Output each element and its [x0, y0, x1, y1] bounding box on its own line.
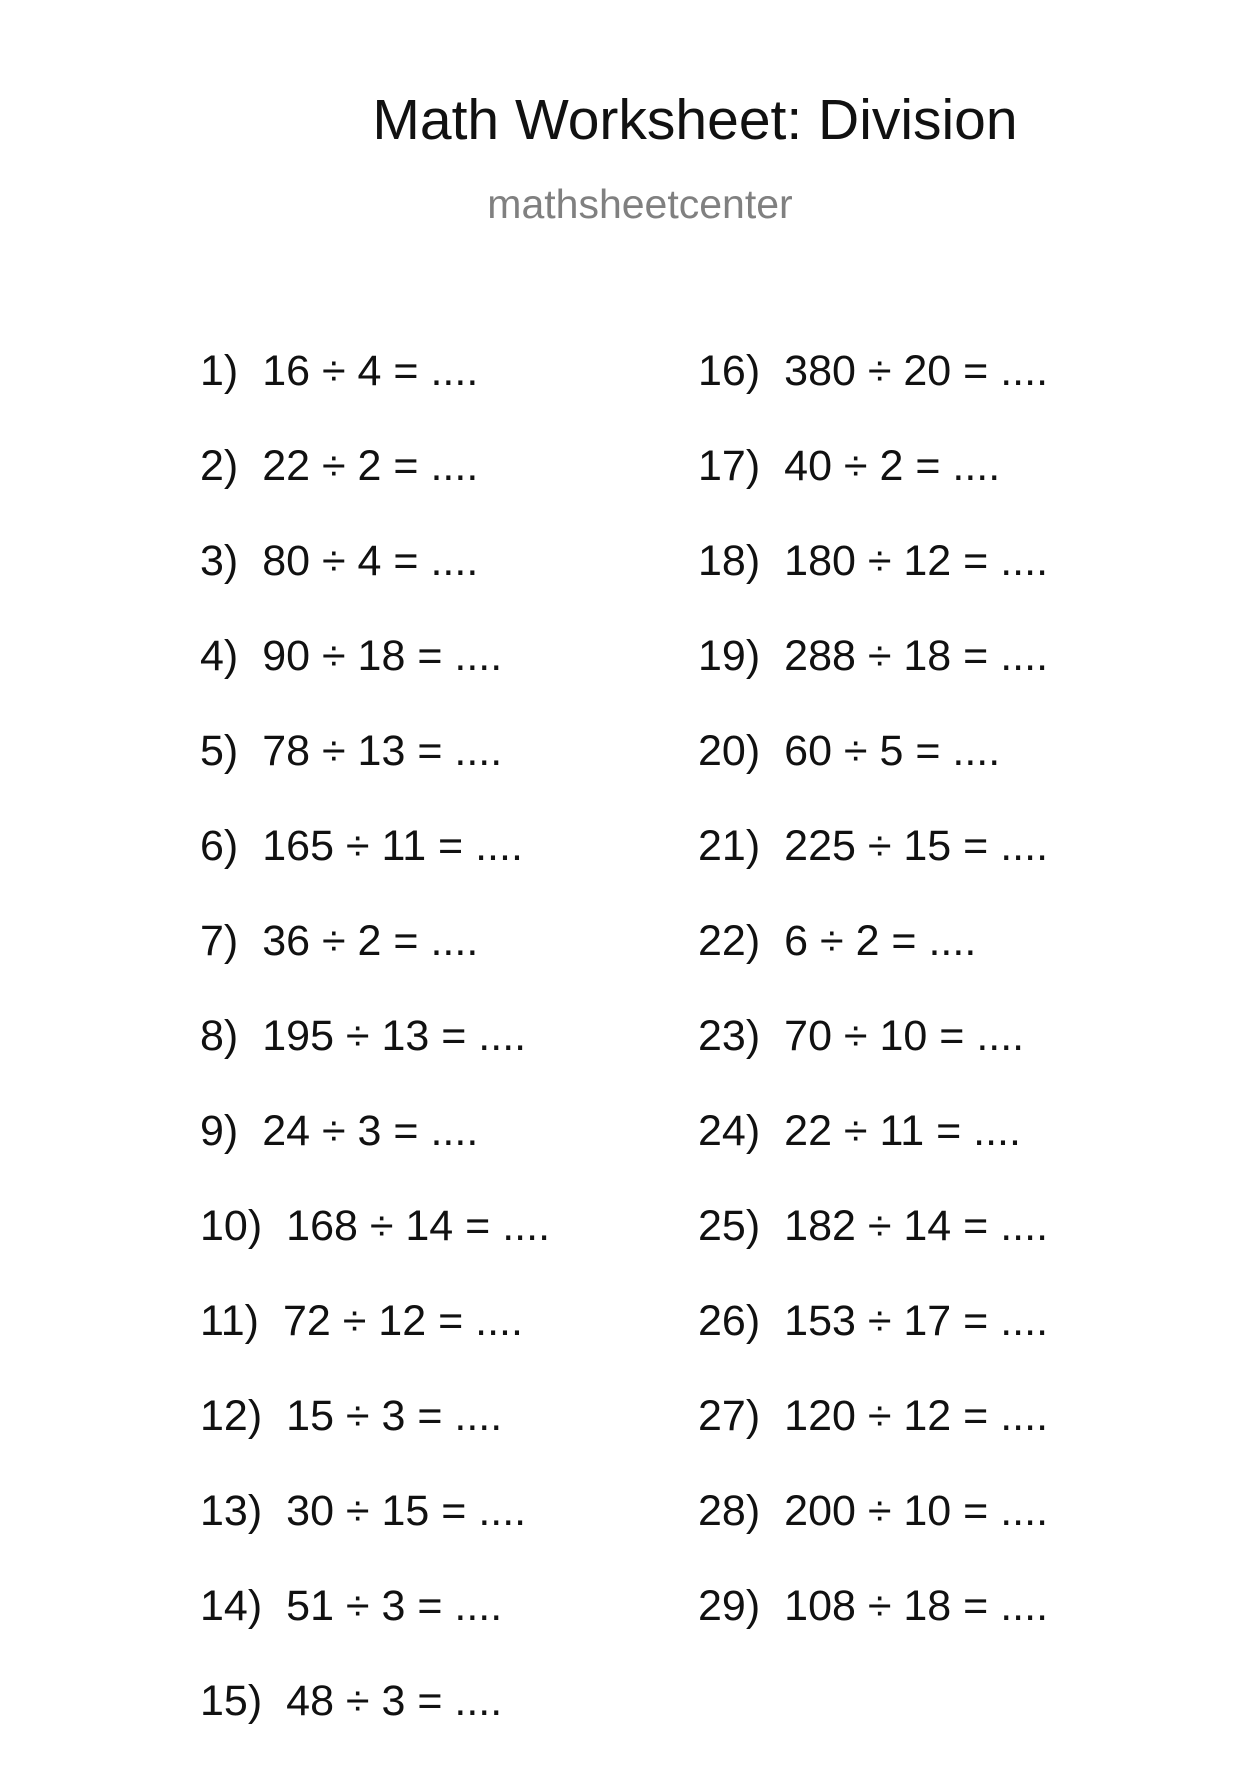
problem-number: 20): [698, 727, 761, 775]
problem-expression: 24 ÷ 3 = ....: [262, 1107, 479, 1155]
problem-item: [698, 1297, 1049, 1395]
problem-item: [698, 632, 1049, 730]
problem-number: 6): [200, 822, 239, 870]
problem-number: 10): [200, 1202, 263, 1250]
problem-expression: 72 ÷ 12 = ....: [282, 1297, 523, 1345]
problem-item: [200, 1012, 550, 1110]
problem-number: 8): [200, 1012, 239, 1060]
problem-number: 23): [698, 1012, 761, 1060]
page-title: Math Worksheet: Division: [372, 88, 1018, 152]
problem-expression: 153 ÷ 17 = ....: [784, 1297, 1049, 1345]
problem-expression: 36 ÷ 2 = ....: [262, 917, 479, 965]
problem-expression: 60 ÷ 5 = ....: [784, 727, 1001, 775]
problem-item: [698, 1107, 1048, 1205]
problem-item: [200, 1392, 550, 1490]
problem-number: 14): [200, 1582, 263, 1630]
problem-item: [698, 822, 1049, 920]
problem-item: [698, 727, 1048, 825]
problem-expression: 78 ÷ 13 = ....: [262, 727, 503, 775]
problem-item: [698, 1202, 1049, 1300]
problem-item: [200, 1107, 550, 1205]
problem-number: 5): [200, 727, 239, 775]
problem-expression: 182 ÷ 14 = ....: [784, 1202, 1049, 1250]
problem-number: 13): [200, 1487, 263, 1535]
problem-expression: 195 ÷ 13 = ....: [262, 1012, 527, 1060]
problem-item: [200, 1202, 551, 1300]
problem-number: 26): [698, 1297, 761, 1345]
problem-expression: 22 ÷ 11 = ....: [784, 1107, 1021, 1155]
problem-item: [200, 632, 550, 730]
problem-item: [200, 347, 550, 445]
problem-expression: 380 ÷ 20 = ....: [784, 347, 1049, 395]
problem-number: 29): [698, 1582, 761, 1630]
problem-expression: 165 ÷ 11 = ....: [262, 822, 523, 870]
problem-expression: 80 ÷ 4 = ....: [262, 537, 479, 585]
problem-expression: 168 ÷ 14 = ....: [286, 1202, 551, 1250]
problem-item: [698, 917, 1048, 1015]
problem-number: 2): [200, 442, 239, 490]
problem-item: [698, 1487, 1049, 1585]
problem-expression: 48 ÷ 3 = ....: [286, 1677, 503, 1725]
problem-item: [200, 1677, 550, 1775]
problem-expression: 90 ÷ 18 = ....: [262, 632, 503, 680]
problem-expression: 30 ÷ 15 = ....: [286, 1487, 527, 1535]
problem-number: 7): [200, 917, 239, 965]
problem-expression: 180 ÷ 12 = ....: [784, 537, 1049, 585]
problem-number: 1): [200, 347, 239, 395]
problem-number: 17): [698, 442, 761, 490]
problem-item: [698, 537, 1049, 635]
problem-number: 9): [200, 1107, 239, 1155]
problem-item: [200, 727, 550, 825]
problem-item: [698, 347, 1049, 445]
problem-expression: 16 ÷ 4 = ....: [262, 347, 479, 395]
problem-item: [200, 1487, 550, 1585]
problem-item: [200, 1582, 550, 1680]
problem-number: 22): [698, 917, 761, 965]
problem-expression: 6 ÷ 2 = ....: [784, 917, 977, 965]
problem-item: [698, 1582, 1049, 1680]
problem-item: [698, 1392, 1049, 1490]
problem-number: 16): [698, 347, 761, 395]
problem-number: 15): [200, 1677, 263, 1725]
problem-expression: 225 ÷ 15 = ....: [784, 822, 1049, 870]
problem-expression: 288 ÷ 18 = ....: [784, 632, 1049, 680]
problem-item: [200, 917, 550, 1015]
problem-expression: 70 ÷ 10 = ....: [784, 1012, 1025, 1060]
problem-expression: 15 ÷ 3 = ....: [286, 1392, 503, 1440]
problem-item: [200, 822, 550, 920]
problem-expression: 200 ÷ 10 = ....: [784, 1487, 1049, 1535]
problem-expression: 108 ÷ 18 = ....: [784, 1582, 1049, 1630]
problem-item: [698, 1012, 1048, 1110]
page-subtitle: mathsheetcenter: [487, 181, 793, 227]
problem-number: 19): [698, 632, 761, 680]
problem-list-right: [698, 347, 1049, 1680]
problem-number: 18): [698, 537, 761, 585]
problem-item: [200, 442, 550, 540]
problem-expression: 120 ÷ 12 = ....: [784, 1392, 1049, 1440]
problem-item: [200, 537, 550, 635]
problem-number: 11): [200, 1297, 259, 1345]
problem-item: [698, 442, 1048, 540]
problem-number: 12): [200, 1392, 263, 1440]
problem-item: [200, 1297, 550, 1395]
problem-number: 3): [200, 537, 239, 585]
problem-list-left: [200, 347, 551, 1775]
problem-number: 4): [200, 632, 239, 680]
problem-expression: 22 ÷ 2 = ....: [262, 442, 479, 490]
problem-number: 27): [698, 1392, 761, 1440]
problem-expression: 40 ÷ 2 = ....: [784, 442, 1001, 490]
problem-number: 25): [698, 1202, 761, 1250]
problem-number: 24): [698, 1107, 761, 1155]
problem-expression: 51 ÷ 3 = ....: [286, 1582, 503, 1630]
problem-number: 21): [698, 822, 761, 870]
problem-number: 28): [698, 1487, 761, 1535]
